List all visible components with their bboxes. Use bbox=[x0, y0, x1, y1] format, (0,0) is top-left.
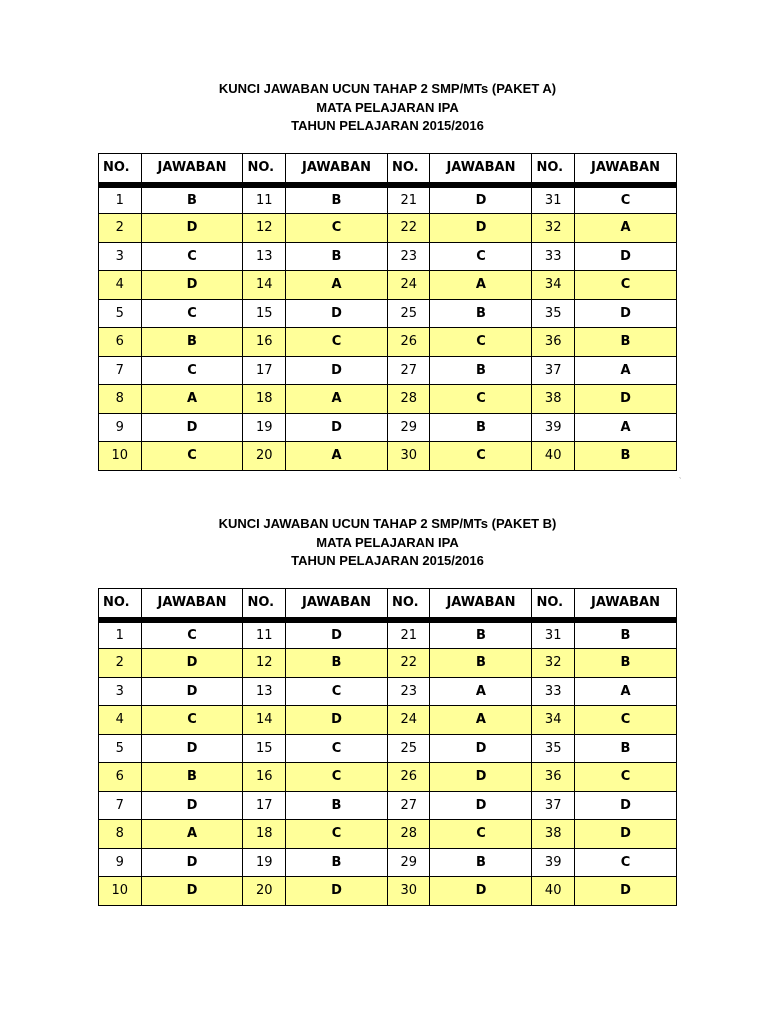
answer-letter: A bbox=[285, 442, 387, 471]
answer-letter: C bbox=[574, 848, 676, 877]
answer-letter: D bbox=[285, 877, 387, 906]
question-number: 26 bbox=[387, 328, 430, 357]
answer-letter: C bbox=[141, 706, 243, 735]
answer-letter: A bbox=[285, 271, 387, 300]
question-number: 40 bbox=[532, 877, 575, 906]
answer-letter: C bbox=[285, 328, 387, 357]
question-number: 25 bbox=[387, 734, 430, 763]
answer-letter: B bbox=[574, 649, 676, 678]
table-row bbox=[99, 848, 677, 877]
question-number: 12 bbox=[243, 649, 286, 678]
answer-letter: C bbox=[574, 185, 676, 214]
answer-letter: B bbox=[574, 328, 676, 357]
question-number: 32 bbox=[532, 649, 575, 678]
table-row bbox=[99, 677, 677, 706]
question-number: 31 bbox=[532, 620, 575, 649]
answer-letter: D bbox=[141, 649, 243, 678]
header-no: NO. bbox=[243, 153, 286, 185]
answer-letter: B bbox=[285, 185, 387, 214]
answer-letter: A bbox=[141, 820, 243, 849]
question-number: 5 bbox=[99, 734, 142, 763]
header-answer: JAWABAN bbox=[574, 588, 676, 620]
question-number: 16 bbox=[243, 763, 286, 792]
table-row bbox=[99, 214, 677, 243]
question-number: 33 bbox=[532, 242, 575, 271]
answer-letter: B bbox=[285, 242, 387, 271]
table-header-row bbox=[99, 153, 677, 185]
question-number: 3 bbox=[99, 677, 142, 706]
answer-letter: C bbox=[285, 214, 387, 243]
question-number: 17 bbox=[243, 791, 286, 820]
question-number: 8 bbox=[99, 385, 142, 414]
question-number: 11 bbox=[243, 185, 286, 214]
question-number: 24 bbox=[387, 706, 430, 735]
question-number: 34 bbox=[532, 706, 575, 735]
answer-letter: D bbox=[141, 413, 243, 442]
question-number: 37 bbox=[532, 791, 575, 820]
answer-letter: B bbox=[141, 763, 243, 792]
question-number: 33 bbox=[532, 677, 575, 706]
answer-letter: C bbox=[430, 442, 532, 471]
question-number: 20 bbox=[243, 442, 286, 471]
header-no: NO. bbox=[243, 588, 286, 620]
answer-letter: D bbox=[141, 734, 243, 763]
question-number: 21 bbox=[387, 185, 430, 214]
answer-letter: D bbox=[141, 271, 243, 300]
answer-letter: C bbox=[141, 299, 243, 328]
answer-key-paket-b bbox=[98, 515, 677, 906]
question-number: 7 bbox=[99, 791, 142, 820]
question-number: 4 bbox=[99, 706, 142, 735]
question-number: 39 bbox=[532, 413, 575, 442]
question-number: 39 bbox=[532, 848, 575, 877]
answer-letter: C bbox=[574, 706, 676, 735]
header-answer: JAWABAN bbox=[430, 588, 532, 620]
answer-letter: B bbox=[574, 442, 676, 471]
answer-letter: D bbox=[574, 299, 676, 328]
table-header-row bbox=[99, 588, 677, 620]
question-number: 29 bbox=[387, 848, 430, 877]
question-number: 20 bbox=[243, 877, 286, 906]
table-row bbox=[99, 242, 677, 271]
answer-letter: A bbox=[430, 706, 532, 735]
question-number: 10 bbox=[99, 877, 142, 906]
answer-letter: C bbox=[285, 763, 387, 792]
question-number: 5 bbox=[99, 299, 142, 328]
answer-letter: A bbox=[285, 385, 387, 414]
title-line-1: KUNCI JAWABAN UCUN TAHAP 2 SMP/MTs (PAKET B) bbox=[218, 516, 557, 531]
answer-letter: D bbox=[285, 620, 387, 649]
question-number: 30 bbox=[387, 442, 430, 471]
question-number: 13 bbox=[243, 677, 286, 706]
question-number: 7 bbox=[99, 356, 142, 385]
header-no: NO. bbox=[532, 588, 575, 620]
answer-table-paket-a bbox=[98, 153, 677, 471]
table-row bbox=[99, 734, 677, 763]
header-no: NO. bbox=[387, 588, 430, 620]
question-number: 26 bbox=[387, 763, 430, 792]
question-number: 38 bbox=[532, 385, 575, 414]
question-number: 30 bbox=[387, 877, 430, 906]
table-row bbox=[99, 299, 677, 328]
answer-letter: C bbox=[430, 385, 532, 414]
header-answer: JAWABAN bbox=[430, 153, 532, 185]
question-number: 18 bbox=[243, 385, 286, 414]
answer-letter: C bbox=[141, 620, 243, 649]
answer-letter: B bbox=[430, 413, 532, 442]
question-number: 34 bbox=[532, 271, 575, 300]
answer-letter: D bbox=[285, 356, 387, 385]
answer-letter: B bbox=[285, 791, 387, 820]
answer-letter: C bbox=[574, 271, 676, 300]
answer-letter: D bbox=[141, 877, 243, 906]
question-number: 6 bbox=[99, 328, 142, 357]
answer-letter: C bbox=[285, 734, 387, 763]
answer-letter: C bbox=[285, 677, 387, 706]
answer-letter: C bbox=[574, 763, 676, 792]
table-row bbox=[99, 877, 677, 906]
answer-letter: C bbox=[141, 356, 243, 385]
question-number: 27 bbox=[387, 356, 430, 385]
question-number: 28 bbox=[387, 820, 430, 849]
answer-table-paket-b bbox=[98, 588, 677, 906]
answer-letter: A bbox=[574, 214, 676, 243]
answer-letter: B bbox=[141, 328, 243, 357]
question-number: 18 bbox=[243, 820, 286, 849]
question-number: 32 bbox=[532, 214, 575, 243]
question-number: 9 bbox=[99, 848, 142, 877]
answer-letter: D bbox=[430, 185, 532, 214]
answer-letter: B bbox=[285, 848, 387, 877]
table-row bbox=[99, 763, 677, 792]
question-number: 37 bbox=[532, 356, 575, 385]
header-answer: JAWABAN bbox=[141, 153, 243, 185]
answer-letter: D bbox=[141, 214, 243, 243]
header-no: NO. bbox=[532, 153, 575, 185]
question-number: 2 bbox=[99, 649, 142, 678]
question-number: 9 bbox=[99, 413, 142, 442]
answer-letter: D bbox=[574, 877, 676, 906]
answer-letter: D bbox=[430, 877, 532, 906]
answer-letter: C bbox=[141, 242, 243, 271]
answer-letter: B bbox=[430, 620, 532, 649]
answer-letter: D bbox=[141, 791, 243, 820]
header-answer: JAWABAN bbox=[285, 588, 387, 620]
answer-letter: D bbox=[285, 299, 387, 328]
question-number: 27 bbox=[387, 791, 430, 820]
question-number: 1 bbox=[99, 620, 142, 649]
title-line-2: MATA PELAJARAN IPA bbox=[316, 534, 459, 550]
answer-letter: D bbox=[430, 763, 532, 792]
table-row bbox=[99, 413, 677, 442]
answer-letter: D bbox=[285, 413, 387, 442]
question-number: 11 bbox=[243, 620, 286, 649]
question-number: 24 bbox=[387, 271, 430, 300]
question-number: 13 bbox=[243, 242, 286, 271]
answer-letter: C bbox=[141, 442, 243, 471]
question-number: 14 bbox=[243, 271, 286, 300]
answer-letter: B bbox=[141, 185, 243, 214]
header-no: NO. bbox=[99, 153, 142, 185]
answer-letter: D bbox=[285, 706, 387, 735]
answer-letter: A bbox=[574, 677, 676, 706]
question-number: 2 bbox=[99, 214, 142, 243]
question-number: 8 bbox=[99, 820, 142, 849]
answer-letter: A bbox=[430, 677, 532, 706]
header-answer: JAWABAN bbox=[141, 588, 243, 620]
question-number: 15 bbox=[243, 734, 286, 763]
question-number: 31 bbox=[532, 185, 575, 214]
question-number: 36 bbox=[532, 763, 575, 792]
answer-letter: D bbox=[141, 848, 243, 877]
answer-letter: B bbox=[574, 734, 676, 763]
question-number: 17 bbox=[243, 356, 286, 385]
question-number: 38 bbox=[532, 820, 575, 849]
question-number: 14 bbox=[243, 706, 286, 735]
answer-letter: A bbox=[430, 271, 532, 300]
question-number: 12 bbox=[243, 214, 286, 243]
question-number: 10 bbox=[99, 442, 142, 471]
question-number: 22 bbox=[387, 214, 430, 243]
answer-letter: C bbox=[430, 328, 532, 357]
question-number: 15 bbox=[243, 299, 286, 328]
question-number: 28 bbox=[387, 385, 430, 414]
title-line-3: TAHUN PELAJARAN 2015/2016 bbox=[291, 553, 484, 568]
stray-mark: ` bbox=[679, 478, 682, 485]
answer-letter: D bbox=[574, 820, 676, 849]
header-answer: JAWABAN bbox=[574, 153, 676, 185]
answer-letter: C bbox=[285, 820, 387, 849]
table-row bbox=[99, 620, 677, 649]
answer-key-paket-a bbox=[98, 80, 677, 471]
answer-letter: A bbox=[574, 356, 676, 385]
question-number: 19 bbox=[243, 413, 286, 442]
table-row bbox=[99, 271, 677, 300]
answer-letter: D bbox=[574, 242, 676, 271]
table-row bbox=[99, 185, 677, 214]
answer-letter: D bbox=[430, 791, 532, 820]
question-number: 19 bbox=[243, 848, 286, 877]
answer-letter: B bbox=[285, 649, 387, 678]
question-number: 23 bbox=[387, 242, 430, 271]
question-number: 35 bbox=[532, 734, 575, 763]
question-number: 1 bbox=[99, 185, 142, 214]
answer-letter: B bbox=[430, 848, 532, 877]
header-answer: JAWABAN bbox=[285, 153, 387, 185]
table-row bbox=[99, 356, 677, 385]
question-number: 3 bbox=[99, 242, 142, 271]
table-body bbox=[99, 620, 677, 905]
table-row bbox=[99, 328, 677, 357]
answer-letter: D bbox=[141, 677, 243, 706]
answer-letter: D bbox=[574, 385, 676, 414]
answer-letter: A bbox=[141, 385, 243, 414]
answer-letter: D bbox=[430, 214, 532, 243]
answer-letter: D bbox=[574, 791, 676, 820]
answer-letter: C bbox=[430, 820, 532, 849]
question-number: 29 bbox=[387, 413, 430, 442]
title-line-3: TAHUN PELAJARAN 2015/2016 bbox=[291, 118, 484, 133]
answer-letter: D bbox=[430, 734, 532, 763]
answer-letter: A bbox=[574, 413, 676, 442]
question-number: 35 bbox=[532, 299, 575, 328]
question-number: 40 bbox=[532, 442, 575, 471]
header-no: NO. bbox=[387, 153, 430, 185]
table-body bbox=[99, 185, 677, 470]
table-row bbox=[99, 791, 677, 820]
question-number: 16 bbox=[243, 328, 286, 357]
header-no: NO. bbox=[99, 588, 142, 620]
question-number: 4 bbox=[99, 271, 142, 300]
question-number: 22 bbox=[387, 649, 430, 678]
table-row bbox=[99, 442, 677, 471]
question-number: 36 bbox=[532, 328, 575, 357]
table-row bbox=[99, 649, 677, 678]
title-line-1: KUNCI JAWABAN UCUN TAHAP 2 SMP/MTs (PAKET A) bbox=[218, 81, 557, 96]
title-line-2: MATA PELAJARAN IPA bbox=[316, 99, 459, 115]
answer-letter: C bbox=[430, 242, 532, 271]
table-row bbox=[99, 385, 677, 414]
question-number: 25 bbox=[387, 299, 430, 328]
question-number: 6 bbox=[99, 763, 142, 792]
table-row bbox=[99, 706, 677, 735]
question-number: 23 bbox=[387, 677, 430, 706]
answer-letter: B bbox=[574, 620, 676, 649]
answer-letter: B bbox=[430, 356, 532, 385]
answer-letter: B bbox=[430, 649, 532, 678]
answer-letter: B bbox=[430, 299, 532, 328]
table-row bbox=[99, 820, 677, 849]
question-number: 21 bbox=[387, 620, 430, 649]
